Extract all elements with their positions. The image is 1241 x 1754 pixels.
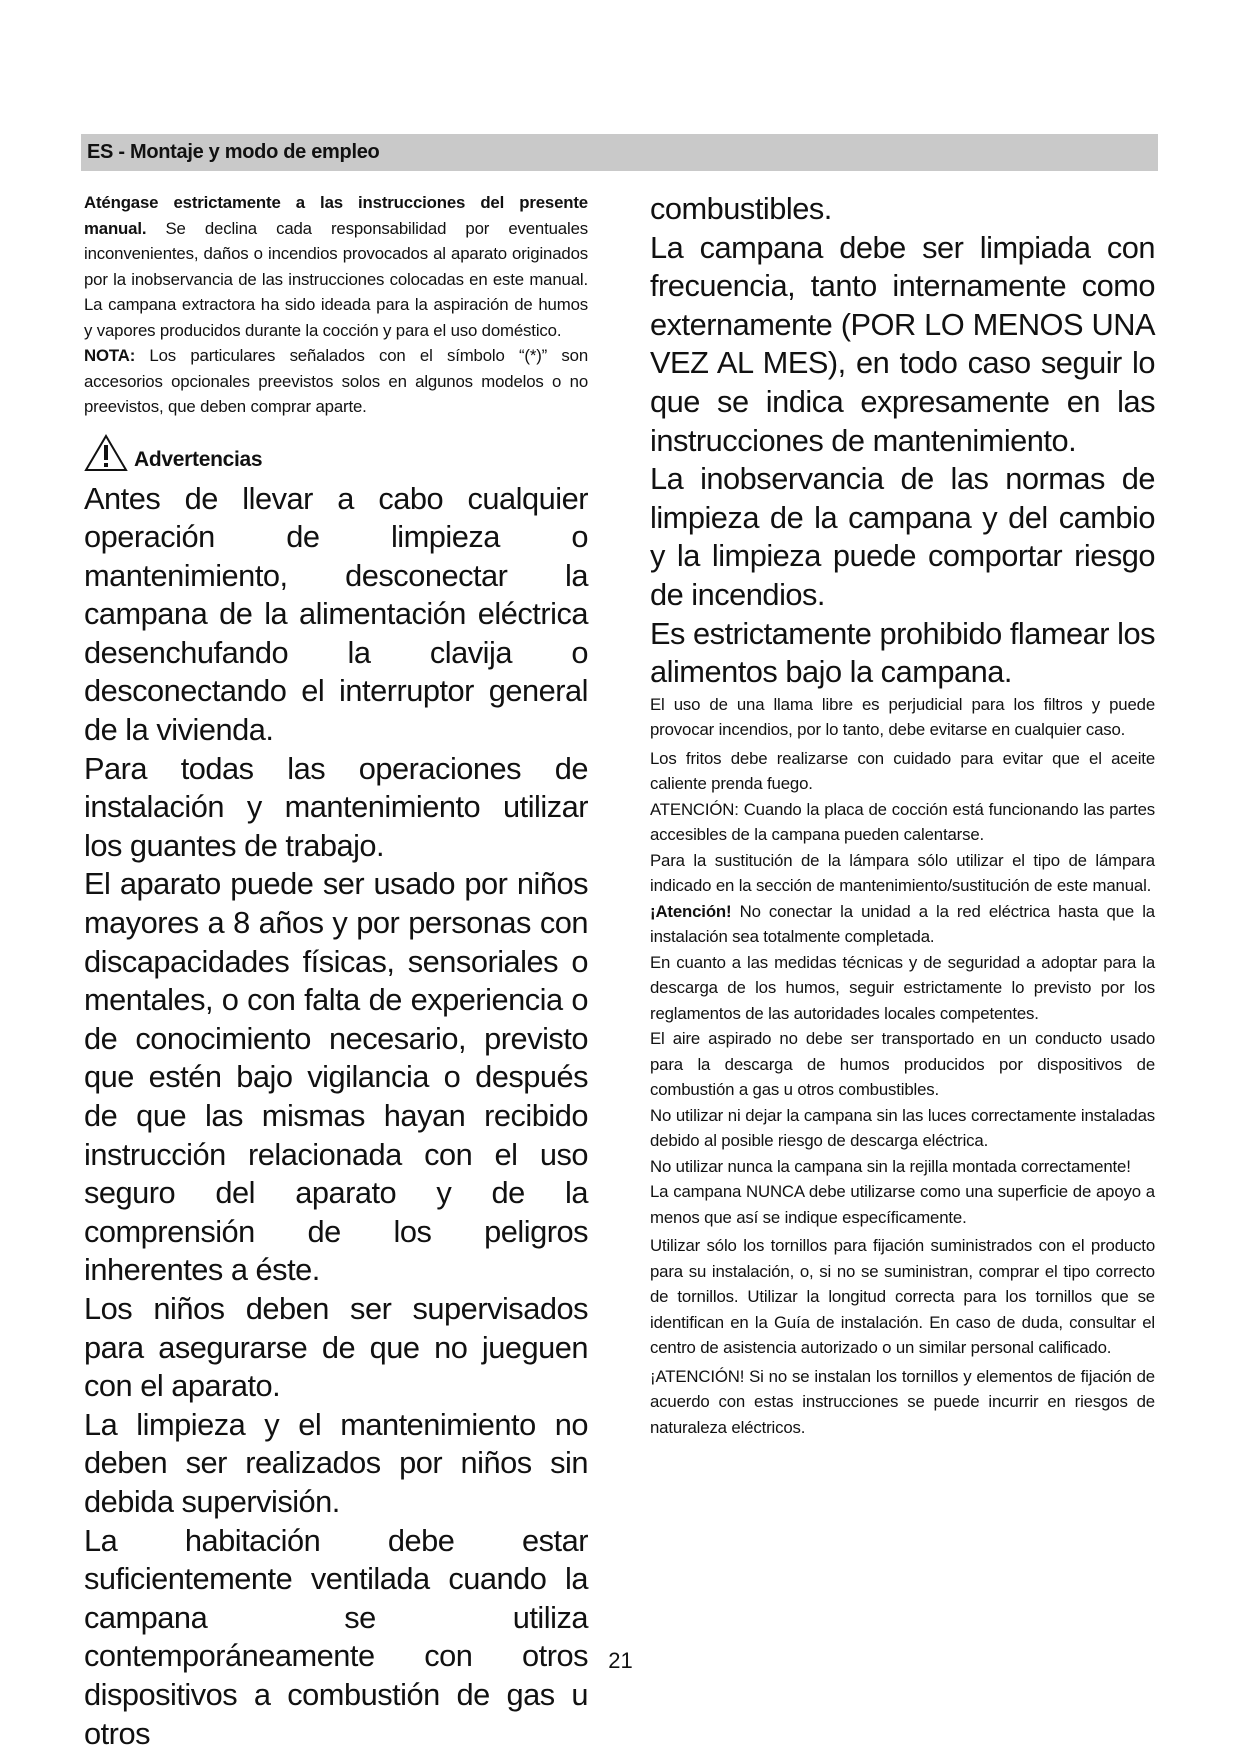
atencion-text: No conectar la unidad a la red eléctrica hasta que la instalación sea totalmente completada. bbox=[650, 901, 1155, 947]
warning-paragraph: El aparato puede ser usado por niños mayores a 8 años y por personas con discapacidades físicas, sensoriales o mentales, o con falta de experiencia o de conocimiento necesario, previsto que estén bajo vigilancia o después de que las mismas hayan recibido instrucción relacionada con el uso seguro del aparato y de la comprensión de los peligros inherentes a éste. bbox=[84, 866, 588, 1288]
note-paragraph: La campana NUNCA debe utilizarse como una superficie de apoyo a menos que así se indique específicamente. bbox=[650, 1182, 1155, 1227]
intro-bold-text: Aténgase estrictamente a las instrucciones del presente manual. bbox=[84, 193, 588, 238]
warning-paragraph: Para todas las operaciones de instalación y mantenimiento utilizar los guantes de trabajo. bbox=[84, 750, 588, 863]
warning-paragraph: Antes de llevar a cabo cualquier operación de limpieza o mantenimiento, desconectar la campana de la alimentación eléctrica desenchufando la clavija o desconectando el interruptor general de la vivienda. bbox=[84, 480, 588, 748]
warning-paragraph: La limpieza y el mantenimiento no deben ser realizados por niños sin debida supervisión. bbox=[84, 1406, 588, 1519]
intro-paragraph bbox=[84, 190, 588, 343]
note-paragraph: El aire aspirado no debe ser transportado en un conducto usado para la descarga de humos producidos por dispositivos de combustión a gas u otros combustibles. bbox=[650, 1029, 1155, 1100]
right-column bbox=[650, 190, 1155, 1440]
note-paragraph: No utilizar ni dejar la campana sin las luces correctamente instaladas debido al posible riesgo de descarga eléctrica. bbox=[650, 1105, 1155, 1151]
warning-paragraph: La campana debe ser limpiada con frecuencia, tanto internamente como externamente (POR LO MENOS UNA VEZ AL MES), en todo caso seguir lo que se indica expresamente en las instrucciones de mantenimiento. bbox=[650, 229, 1155, 458]
warnings-heading bbox=[84, 434, 588, 472]
note-paragraph: ¡ATENCIÓN! Si no se instalan los tornillos y elementos de fijación de acuerdo con estas instrucciones se puede incurrir en riesgos de naturaleza eléctricos. bbox=[650, 1366, 1155, 1437]
left-column bbox=[84, 190, 588, 1753]
warning-paragraph: combustibles. bbox=[650, 191, 832, 226]
nota-label: NOTA: bbox=[84, 346, 136, 365]
warnings-heading-label: Advertencias bbox=[134, 447, 263, 471]
warning-paragraph: Los niños deben ser supervisados para asegurarse de que no jueguen con el aparato. bbox=[84, 1290, 588, 1404]
note-paragraph: Utilizar sólo los tornillos para fijación suministrados con el producto para su instalación, o, si no se suministran, comprar el tipo correcto de tornillos. Utilizar la longitud correcta para los tornillos que se identifican en la Guía de instalación. En caso de duda, consultar el centro de asistencia autorizado o un similar personal calificado. bbox=[650, 1236, 1155, 1358]
section-title: ES - Montaje y modo de empleo bbox=[87, 141, 380, 163]
warning-paragraph: La inobservancia de las normas de limpieza de la campana y del cambio y la limpieza puede comportar riesgo de incendios. bbox=[650, 461, 1155, 612]
intro-text: Se declina cada responsabilidad por eventuales inconvenientes, daños o incendios provocados al aparato originados por la inobservancia de las instrucciones colocadas en este manual. La campana extractora ha sido ideada para la aspiración de humos y vapores producidos durante la cocción y para el uso doméstico. bbox=[84, 218, 588, 340]
section-header-bar bbox=[81, 134, 1158, 171]
page-number: 21 bbox=[608, 1648, 633, 1673]
atencion-bold-text: ¡Atención! bbox=[650, 901, 732, 921]
warning-paragraph: Es estrictamente prohibido flamear los alimentos bajo la campana. bbox=[650, 615, 1155, 690]
warning-paragraph: La habitación debe estar suficientemente ventilada cuando la campana se utiliza contemporáneamente con otros dispositivos a combustión de gas u otros bbox=[84, 1522, 588, 1751]
note-paragraph: El uso de una llama libre es perjudicial para los filtros y puede provocar incendios, por lo tanto, debe evitarse en cualquier caso. bbox=[650, 694, 1155, 740]
note-paragraph: No utilizar nunca la campana sin la rejilla montada correctamente! bbox=[650, 1156, 1131, 1176]
note-paragraph: ATENCIÓN: Cuando la placa de cocción está funcionando las partes accesibles de la campana pueden calentarse. bbox=[650, 799, 1155, 845]
nota-paragraph bbox=[84, 343, 588, 420]
warning-triangle-icon bbox=[84, 434, 128, 472]
atencion-paragraph bbox=[650, 899, 1155, 950]
note-paragraph: Los fritos debe realizarse con cuidado para evitar que el aceite caliente prenda fuego. bbox=[650, 748, 1155, 794]
note-paragraph: Para la sustitución de la lámpara sólo utilizar el tipo de lámpara indicado en la sección de mantenimiento/sustitución de este manual. bbox=[650, 850, 1155, 896]
nota-text: Los particulares señalados con el símbolo “(*)” son accesorios opcionales preevistos solos en algunos modelos o no preevistos, que deben comprar aparte. bbox=[84, 346, 588, 416]
note-paragraph: En cuanto a las medidas técnicas y de seguridad a adoptar para la descarga de los humos, seguir estrictamente lo previsto por los reglamentos de las autoridades locales competentes. bbox=[650, 952, 1155, 1023]
